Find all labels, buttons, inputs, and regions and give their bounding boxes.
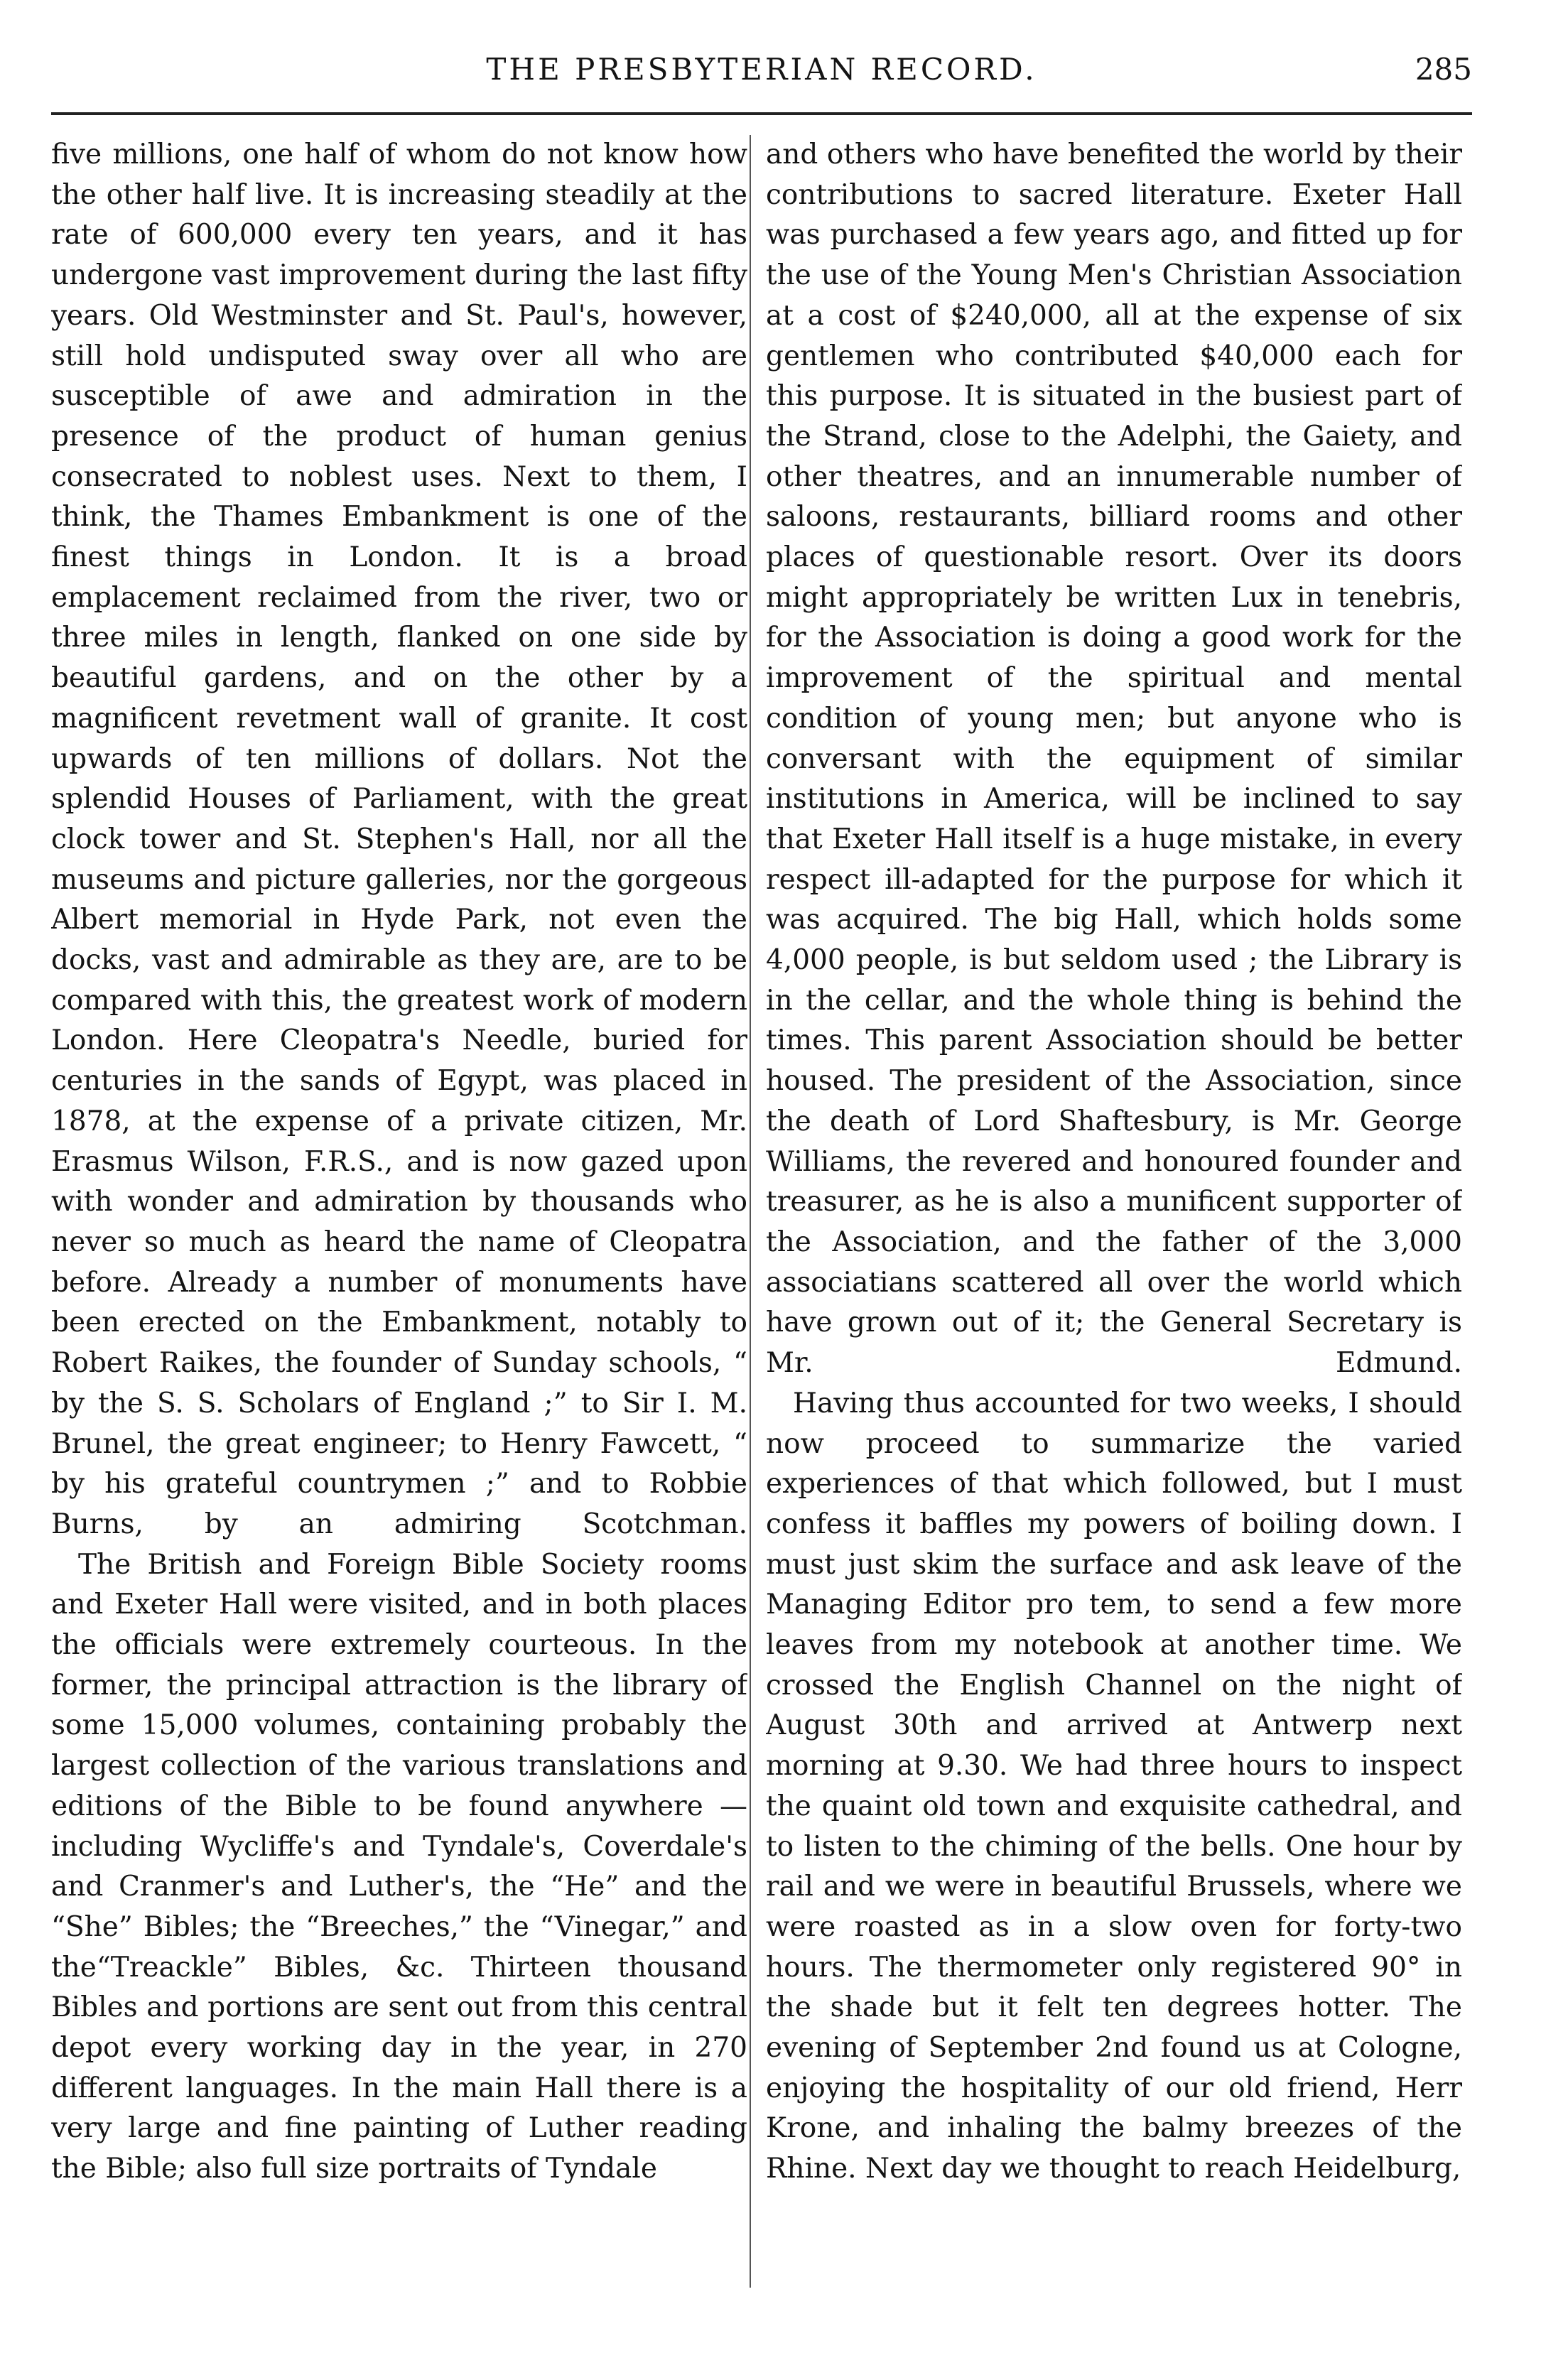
paragraph-right-1: and others who have benefited the world by their contributions to sacred literature. Exeter Hall was purchased a few years ago, and fitted up for the use of the Young Men's Christian Association at a cost of $240,000, all at the expense of six gentlemen who contributed $40,000 each for this purpose. It is situated in the busiest part of the Strand, close to the Adelphi, the Gaiety, and other theatres, and an innumerable number of saloons, restaurants, billiard rooms and other places of questionable resort. Over its doors might appropriately be written Lux in tenebris, for the Association is doing a good work for the improvement of the spiritual and mental condition of young men; but anyone who is conversant with the equipment of similar institutions in America, will be inclined to say that Exeter Hall itself is a huge mistake, in every respect ill-adapted for the purpose for which it was acquired. The big Hall, which holds some 4,000 people, is but seldom used ; the Library is in the cellar, and the whole thing is behind the times. This parent Association should be better housed. The president of the Association, since the death of Lord Shaftesbury, is Mr. George Williams, the revered and honoured founder and treasurer, as he is also a munificent supporter of the Association, and the father of the 3,000 associatians scattered all over the world which have grown out of it; the General Secretary is Mr. Edmund. [766,139,1462,1380]
page-header [51,48,1472,91]
paragraph-left-1: five millions, one half of whom do not know how the other half live. It is increasing steadily at the rate of 600,000 every ten years, and it has undergone vast improvement during the last fifty years. Old Westminster and St. Paul's, however, still hold undisputed sway over all who are susceptible of awe and admiration in the presence of the product of human genius consecrated to noblest uses. Next to them, I think, the Thames Embankment is one of the finest things in London. It is a broad emplacement reclaimed from the river, two or three miles in length, flanked on one side by beautiful gardens, and on the other by a magnificent revetment wall of granite. It cost upwards of ten millions of dollars. Not the splendid Houses of Parliament, with the great clock tower and St. Stephen's Hall, nor all the museums and picture galleries, nor the gorgeous Albert memorial in Hyde Park, not even the docks, vast and admirable as they are, are to be compared with this, the greatest work of modern London. Here Cleopatra's Needle, buried for centuries in the sands of Egypt, was placed in 1878, at the expense of a private citizen, Mr. Erasmus Wilson, F.R.S., and is now gazed upon with wonder and admiration by thousands who never so much as heard the name of Cleopatra before. Already a number of monuments have been erected on the Embankment, notably to Robert Raikes, the founder of Sunday schools, “ by the S. S. Scholars of England ;” to Sir I. M. Brunel, the great engineer; to Henry Fawcett, “ by his grateful countrymen ;” and to Robbie Burns, by an admiring Scotchman. [51,139,747,1540]
column-divider [750,135,751,2288]
left-column [51,135,747,2309]
running-title: THE PRESBYTERIAN RECORD. [486,52,1037,87]
header-rule [51,112,1472,115]
right-column [766,135,1462,2309]
page-number: 285 [1415,52,1472,87]
paragraph-right-2: Having thus accounted for two weeks, I should now proceed to summarize the varied experiences of that which followed, but I must confess it baffles my powers of boiling down. I must just skim the surface and ask leave of the Managing Editor pro tem, to send a few more leaves from my notebook at another time. We crossed the English Channel on the night of August 30th and arrived at Antwerp next morning at 9.30. We had three hours to inspect the quaint old town and exquisite cathedral, and to listen to the chiming of the bells. One hour by rail and we were in beautiful Brussels, where we were roasted as in a slow oven for forty-two hours. The thermometer only registered 90° in the shade but it felt ten degrees hotter. The evening of September 2nd found us at Cologne, enjoying the hospitality of our old friend, Herr Krone, and inhaling the balmy breezes of the Rhine. Next day we thought to reach Heidelburg, [766,1387,1462,2185]
paragraph-left-2: The British and Foreign Bible Society rooms and Exeter Hall were visited, and in both places the officials were extremely courteous. In the former, the principal attraction is the library of some 15,000 volumes, containing probably the largest collection of the various translations and editions of the Bible to be found anywhere —including Wycliffe's and Tyndale's, Coverdale's and Cranmer's and Luther's, the “He” and the “She” Bibles; the “Breeches,” the “Vinegar,” and the“Treackle” Bibles, &c. Thirteen thousand Bibles and portions are sent out from this central depot every working day in the year, in 270 different languages. In the main Hall there is a very large and fine painting of Luther reading the Bible; also full size portraits of Tyndale [51,1548,747,2185]
